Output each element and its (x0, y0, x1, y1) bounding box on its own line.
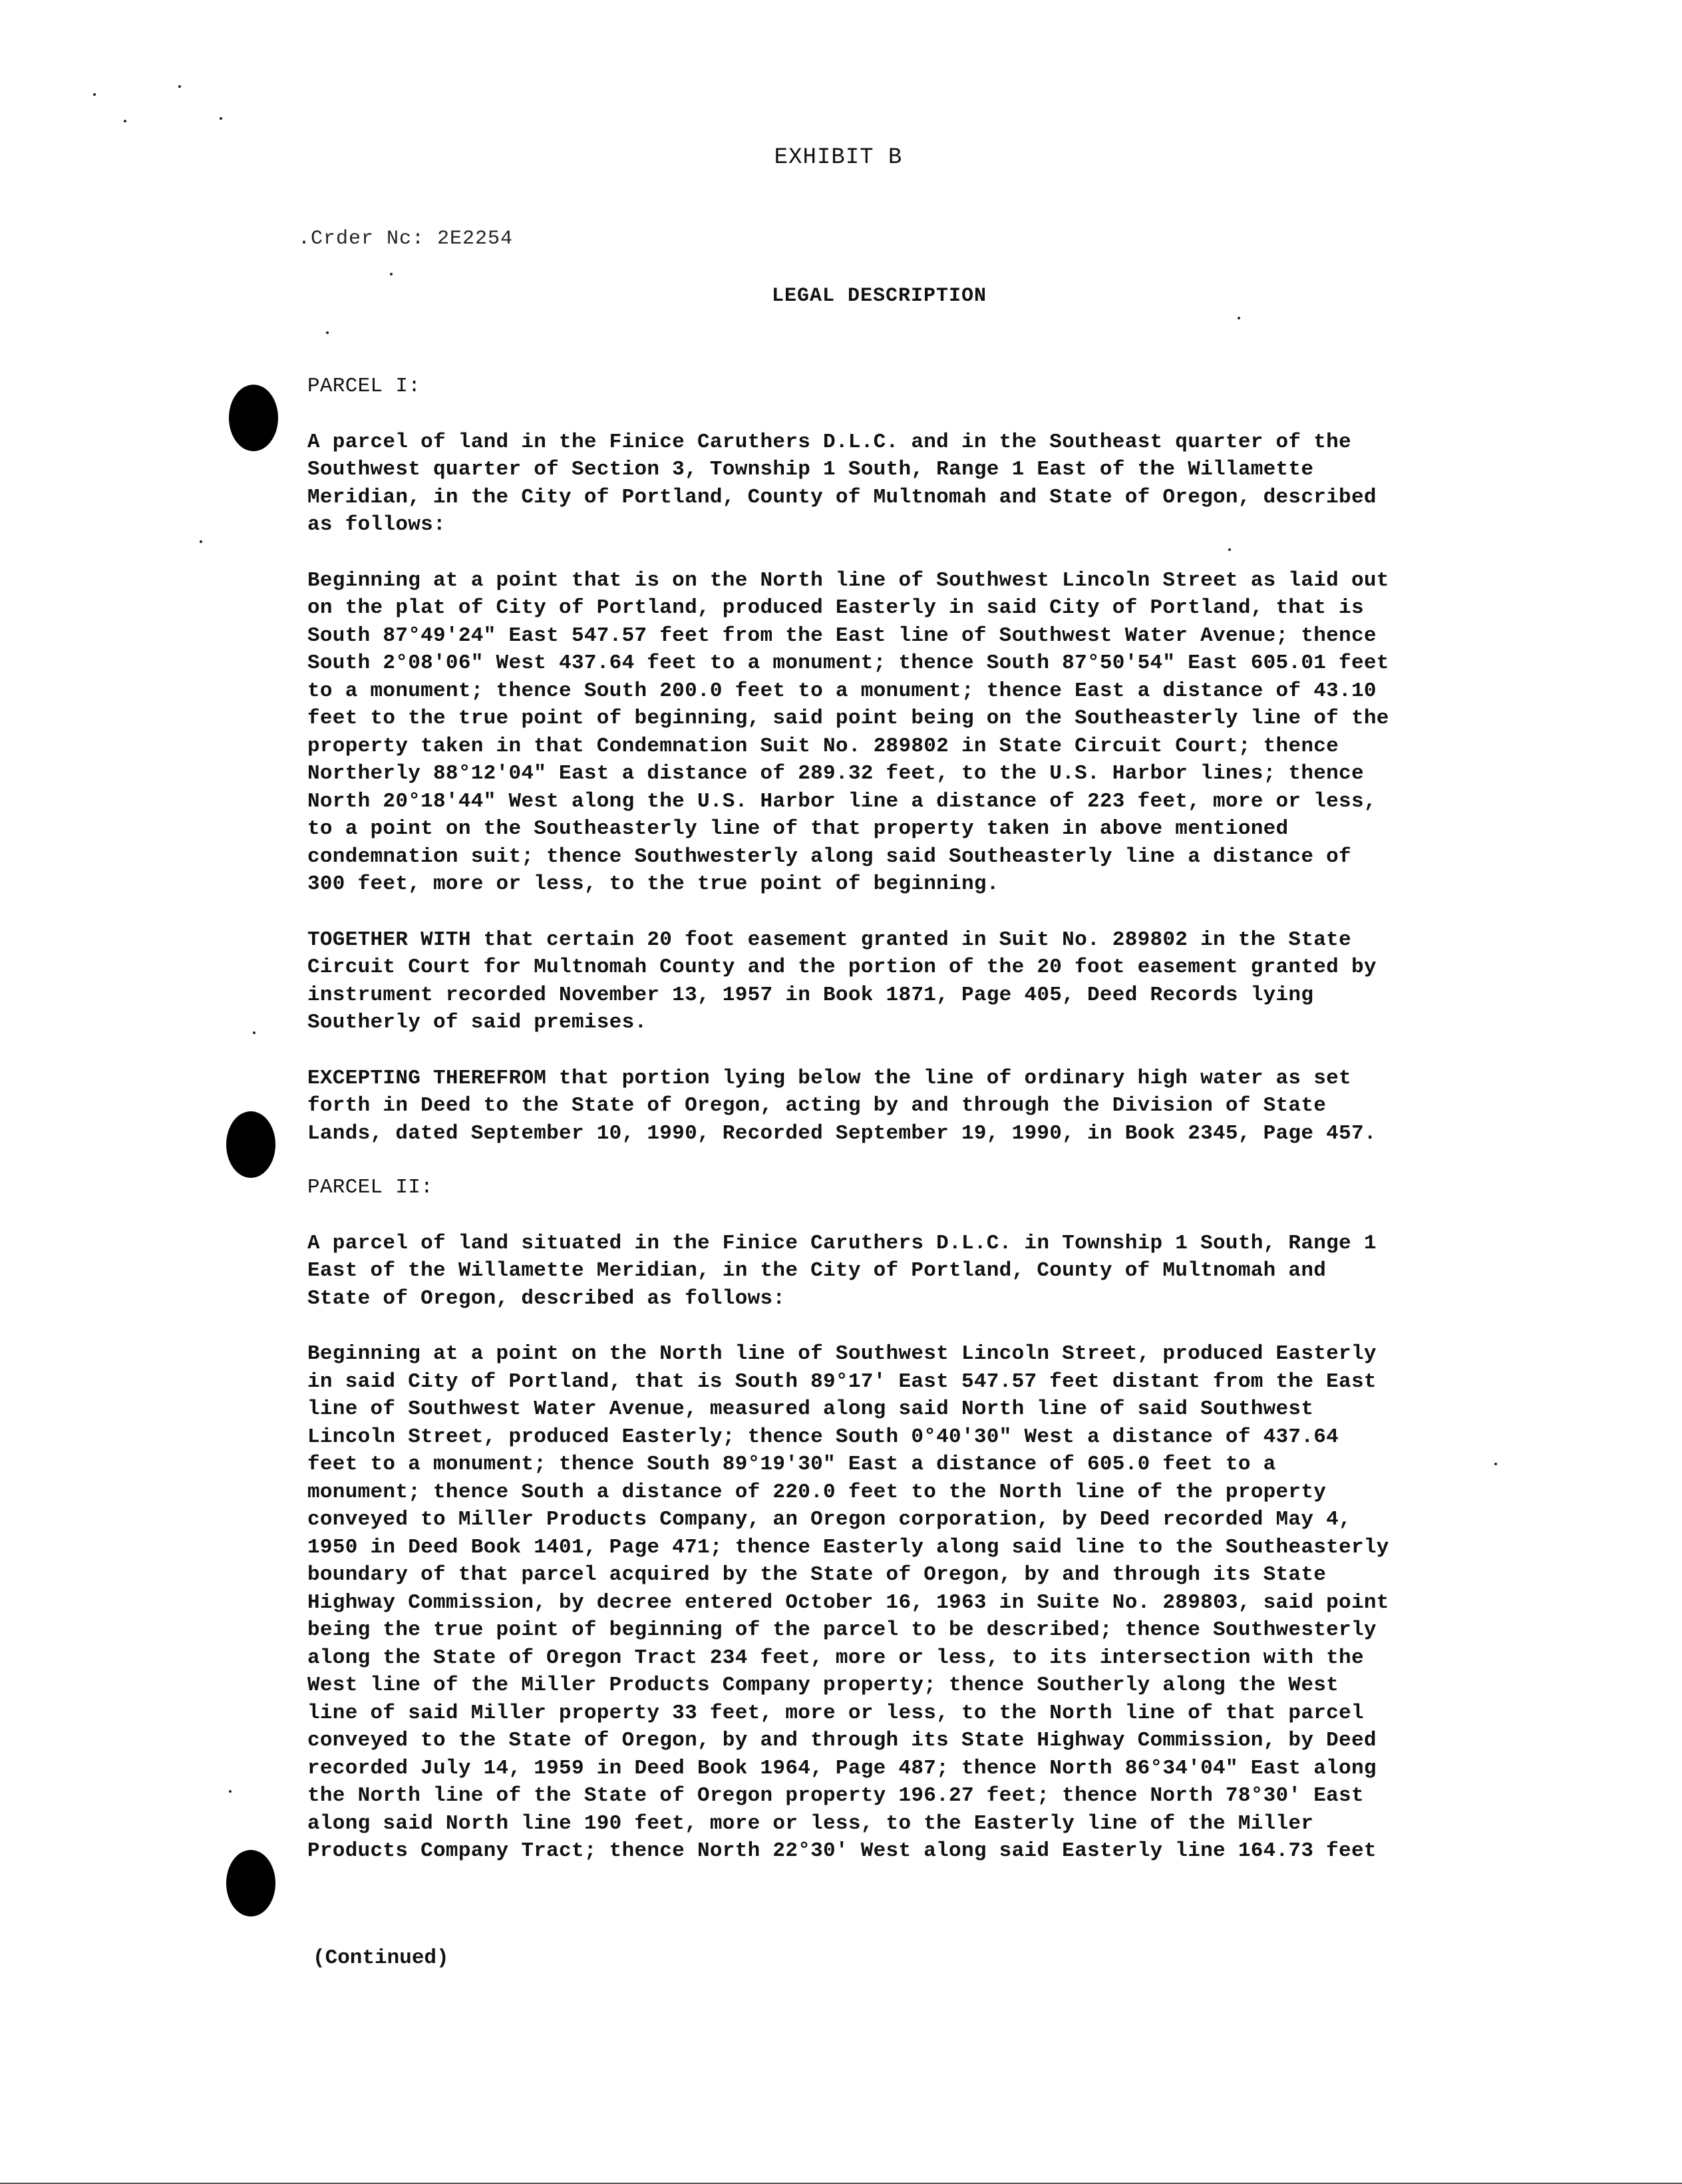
scan-speck (124, 120, 126, 122)
scan-speck (220, 117, 222, 120)
parcel-2-intro: A parcel of land situated in the Finice Caruthers D.L.C. in Township 1 South, Range 1 East of the Willamette Meridian, in the City of Portland, County of Multnomah and State of Oregon, described as follows: (307, 1231, 1377, 1310)
scan-speck (200, 540, 202, 543)
scan-speck (253, 1031, 255, 1034)
continued-note: (Continued) (313, 1946, 449, 1970)
parcel-1-intro: A parcel of land in the Finice Caruthers D.L.C. and in the Southeast quarter of the Southwest quarter of Section 3, Township 1 South, Range 1 East of the Willamette Meridian, in the City of Portland, County of Multnomah and State of Oregon, described as follows: (307, 430, 1377, 536)
punch-hole (229, 385, 278, 451)
parcel-1-together-with: TOGETHER WITH that certain 20 foot easement granted in Suit No. 289802 in the State Circuit Court for Multnomah County and the portion of the 20 foot easement granted by instrument recorded November 13, 1957 in Book 1871, Page 405, Deed Records lying Southerly of said premises. (307, 928, 1377, 1034)
parcel-1-excepting: EXCEPTING THEREFROM that portion lying below the line of ordinary high water as set forth in Deed to the State of Oregon, acting by and through the Division of State Lands, dated September 10, 1990, Recorded September 19, 1990, in Book 2345, Page 457. (307, 1066, 1377, 1145)
exhibit-title: EXHIBIT B (774, 145, 903, 170)
punch-hole (226, 1111, 275, 1178)
scan-speck (229, 1790, 232, 1793)
scan-speck (326, 331, 329, 334)
scan-speck (1238, 317, 1240, 319)
parcel-2-label: PARCEL II: (307, 1176, 434, 1199)
scan-speck (178, 85, 181, 88)
legal-description-body (307, 373, 1518, 1893)
parcel-1-label: PARCEL I: (307, 375, 421, 398)
order-number: .Crder Nc: 2E2254 (298, 228, 514, 250)
parcel-2-beginning: Beginning at a point on the North line of Southwest Lincoln Street, produced Easterly in said City of Portland, that is South 89°17' East 547.57 feet distant from the East line of Southwest Water Avenue, measured along said North line of said Southwest Lincoln Street, produced Easterly; thence South 0°40'30" West a distance of 437.64 feet to a monument; thence South 89°19'30" East a distance of 605.0 feet to a monument; thence South a distance of 220.0 feet to the North line of the property conveyed to Miller Products Company, an Oregon corporation, by Deed recorded May 4, 1950 in Deed Book 1401, Page 471; thence Easterly along said line to the Southeasterly boundary of that parcel acquired by the State of Oregon, by and through its State Highway Commission, by decree entered October 16, 1963 in Suite No. 289803, said point being the true point of beginning of the parcel to be described; thence Southwesterly along the State of Oregon Tract 234 feet, more or less, to its intersection with the West line of the Miller Products Company property; thence Southerly along the West line of said Miller property 33 feet, more or less, to the North line of that parcel conveyed to the State of Oregon, by and through its State Highway Commission, by Deed recorded July 14, 1959 in Deed Book 1964, Page 487; thence North 86°34'04" East along the North line of the State of Oregon property 196.27 feet; thence North 78°30' East along said North line 190 feet, more or less, to the Easterly line of the Miller Products Company Tract; thence North 22°30' West along said Easterly line 164.73 feet (307, 1342, 1389, 1863)
parcel-1-beginning: Beginning at a point that is on the North line of Southwest Lincoln Street as laid out on the plat of City of Portland, produced Easterly in said City of Portland, that is South 87°49'24" East 547.57 feet from the East line of Southwest Water Avenue; thence South 2°08'06" West 437.64 feet to a monument; thence South 87°50'54" East 605.01 feet to a monument; thence South 200.0 feet to a monument; thence East a distance of 43.10 feet to the true point of beginning, said point being on the Southeasterly line of the property taken in that Condemnation Suit No. 289802 in State Circuit Court; thence Northerly 88°12'04" East a distance of 289.32 feet, to the U.S. Harbor lines; thence North 20°18'44" West along the U.S. Harbor line a distance of 223 feet, more or less, to a point on the Southeasterly line of that property taken in above mentioned condemnation suit; thence Southwesterly along said Southeasterly line a distance of 300 feet, more or less, to the true point of beginning. (307, 568, 1389, 896)
scan-speck (93, 93, 96, 96)
scan-speck (390, 273, 393, 275)
legal-description-heading: LEGAL DESCRIPTION (772, 285, 987, 307)
punch-hole (226, 1850, 275, 1916)
